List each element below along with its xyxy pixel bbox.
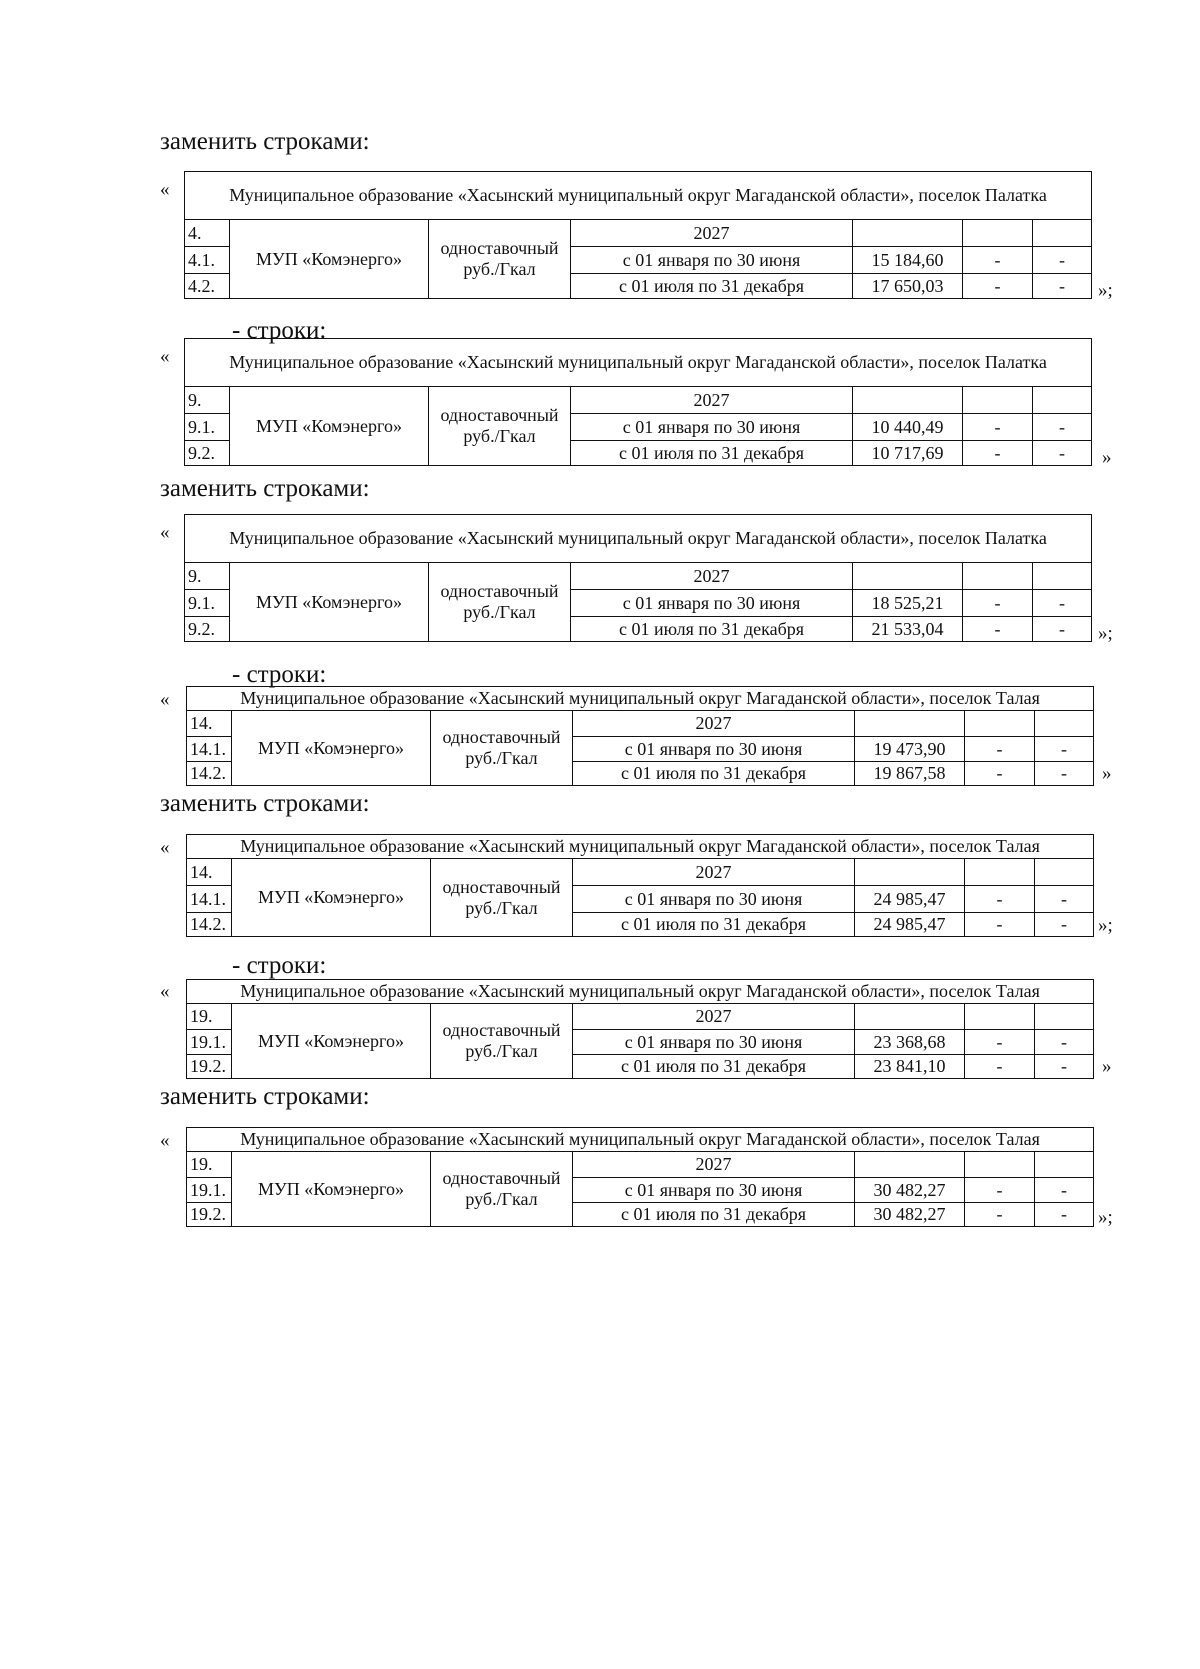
- dash-cell: -: [1033, 414, 1092, 441]
- quote-open: «: [160, 837, 170, 858]
- quote-close: »: [1102, 1056, 1112, 1077]
- period-cell: с 01 июля по 31 декабря: [571, 441, 853, 466]
- tariff-value: 23 841,10: [855, 1055, 965, 1079]
- period-cell: с 01 января по 30 июня: [571, 590, 853, 617]
- row-number: 14.1.: [187, 886, 232, 913]
- year-cell: 2027: [571, 220, 853, 247]
- tariff-value: 10 440,49: [853, 414, 963, 441]
- tariff-table: [186, 686, 1094, 786]
- period-cell: с 01 июля по 31 декабря: [573, 1055, 855, 1079]
- quote-close: »;: [1098, 623, 1113, 644]
- municipality-cell: Муниципальное образование «Хасынский муниципальный округ Магаданской области», поселок Палатка: [185, 515, 1092, 563]
- dash-cell: -: [965, 1203, 1035, 1227]
- period-cell: с 01 января по 30 июня: [571, 247, 853, 274]
- organization-cell: МУП «Комэнерго»: [232, 859, 431, 937]
- empty-cell: [1033, 563, 1092, 590]
- row-number: 4.: [185, 220, 230, 247]
- row-number: 19.1.: [187, 1030, 232, 1055]
- dash-cell: -: [1033, 274, 1092, 299]
- tariff-value: 30 482,27: [855, 1203, 965, 1227]
- tariff-table: [186, 834, 1094, 937]
- empty-cell: [855, 1152, 965, 1178]
- period-cell: с 01 июля по 31 декабря: [573, 762, 855, 786]
- year-cell: 2027: [573, 711, 855, 737]
- empty-cell: [1033, 387, 1092, 414]
- dash-cell: -: [1035, 1178, 1094, 1203]
- tariff-type-cell: одноставочный руб./Гкал: [429, 563, 571, 642]
- dash-cell: -: [1035, 1030, 1094, 1055]
- heading-replace-3: заменить строками:: [160, 790, 370, 817]
- dash-cell: -: [1035, 762, 1094, 786]
- dash-cell: -: [963, 441, 1033, 466]
- dash-cell: -: [963, 247, 1033, 274]
- period-cell: с 01 июля по 31 декабря: [573, 1203, 855, 1227]
- empty-cell: [965, 711, 1035, 737]
- organization-cell: МУП «Комэнерго»: [232, 1152, 431, 1227]
- tariff-value: 23 368,68: [855, 1030, 965, 1055]
- period-cell: с 01 января по 30 июня: [573, 1030, 855, 1055]
- tariff-type-cell: одноставочный руб./Гкал: [429, 220, 571, 299]
- tariff-table: [184, 514, 1092, 642]
- municipality-cell: Муниципальное образование «Хасынский муниципальный округ Магаданской области», поселок Палатка: [185, 172, 1092, 220]
- year-cell: 2027: [573, 1152, 855, 1178]
- tariff-type-cell: одноставочный руб./Гкал: [431, 859, 573, 937]
- quote-open: «: [160, 689, 170, 710]
- empty-cell: [965, 1152, 1035, 1178]
- tariff-table: [186, 1127, 1094, 1227]
- heading-replace-1: заменить строками:: [160, 128, 370, 155]
- year-cell: 2027: [573, 859, 855, 886]
- municipality-cell: Муниципальное образование «Хасынский муниципальный округ Магаданской области», поселок Талая: [187, 980, 1094, 1004]
- tariff-value: 19 473,90: [855, 737, 965, 762]
- empty-cell: [855, 711, 965, 737]
- empty-cell: [963, 220, 1033, 247]
- quote-close: »: [1102, 447, 1112, 468]
- period-cell: с 01 июля по 31 декабря: [573, 913, 855, 937]
- tariff-value: 17 650,03: [853, 274, 963, 299]
- row-number: 14.: [187, 859, 232, 886]
- row-number: 9.1.: [185, 590, 230, 617]
- row-number: 19.: [187, 1004, 232, 1030]
- dash-cell: -: [965, 737, 1035, 762]
- tariff-value: 19 867,58: [855, 762, 965, 786]
- quote-open: «: [160, 346, 170, 367]
- dash-cell: -: [963, 274, 1033, 299]
- empty-cell: [853, 563, 963, 590]
- row-number: 9.1.: [185, 414, 230, 441]
- organization-cell: МУП «Комэнерго»: [230, 563, 429, 642]
- empty-cell: [855, 859, 965, 886]
- municipality-cell: Муниципальное образование «Хасынский муниципальный округ Магаданской области», поселок Талая: [187, 1128, 1094, 1152]
- dash-cell: -: [965, 913, 1035, 937]
- tariff-table: [184, 338, 1092, 466]
- municipality-cell: Муниципальное образование «Хасынский муниципальный округ Магаданской области», поселок Талая: [187, 687, 1094, 711]
- heading-lines-2: - строки:: [232, 661, 327, 688]
- tariff-type-cell: одноставочный руб./Гкал: [429, 387, 571, 466]
- empty-cell: [1035, 1152, 1094, 1178]
- tariff-table: [184, 171, 1092, 299]
- quote-close: »;: [1098, 1207, 1113, 1228]
- year-cell: 2027: [571, 387, 853, 414]
- dash-cell: -: [965, 1055, 1035, 1079]
- row-number: 9.2.: [185, 617, 230, 642]
- organization-cell: МУП «Комэнерго»: [230, 220, 429, 299]
- municipality-cell: Муниципальное образование «Хасынский муниципальный округ Магаданской области», поселок Палатка: [185, 339, 1092, 387]
- quote-close: »;: [1098, 280, 1113, 301]
- empty-cell: [853, 220, 963, 247]
- quote-open: «: [160, 981, 170, 1002]
- dash-cell: -: [1035, 737, 1094, 762]
- municipality-cell: Муниципальное образование «Хасынский муниципальный округ Магаданской области», поселок Талая: [187, 835, 1094, 859]
- period-cell: с 01 июля по 31 декабря: [571, 617, 853, 642]
- empty-cell: [1035, 859, 1094, 886]
- quote-close: »: [1102, 763, 1112, 784]
- row-number: 19.2.: [187, 1203, 232, 1227]
- period-cell: с 01 января по 30 июня: [573, 886, 855, 913]
- empty-cell: [1033, 220, 1092, 247]
- empty-cell: [963, 387, 1033, 414]
- dash-cell: -: [1033, 247, 1092, 274]
- row-number: 19.1.: [187, 1178, 232, 1203]
- dash-cell: -: [1035, 913, 1094, 937]
- empty-cell: [855, 1004, 965, 1030]
- dash-cell: -: [963, 590, 1033, 617]
- row-number: 9.: [185, 387, 230, 414]
- organization-cell: МУП «Комэнерго»: [232, 711, 431, 786]
- tariff-type-cell: одноставочный руб./Гкал: [431, 1152, 573, 1227]
- row-number: 19.: [187, 1152, 232, 1178]
- row-number: 4.1.: [185, 247, 230, 274]
- tariff-type-cell: одноставочный руб./Гкал: [431, 711, 573, 786]
- empty-cell: [1035, 1004, 1094, 1030]
- dash-cell: -: [965, 762, 1035, 786]
- quote-open: «: [160, 522, 170, 543]
- dash-cell: -: [1035, 1055, 1094, 1079]
- tariff-value: 30 482,27: [855, 1178, 965, 1203]
- row-number: 14.1.: [187, 737, 232, 762]
- period-cell: с 01 июля по 31 декабря: [571, 274, 853, 299]
- dash-cell: -: [965, 1030, 1035, 1055]
- empty-cell: [965, 859, 1035, 886]
- dash-cell: -: [1035, 1203, 1094, 1227]
- organization-cell: МУП «Комэнерго»: [232, 1004, 431, 1079]
- row-number: 9.: [185, 563, 230, 590]
- period-cell: с 01 января по 30 июня: [571, 414, 853, 441]
- heading-replace-2: заменить строками:: [160, 475, 370, 502]
- tariff-value: 21 533,04: [853, 617, 963, 642]
- quote-open: «: [160, 1130, 170, 1151]
- row-number: 4.2.: [185, 274, 230, 299]
- dash-cell: -: [1033, 441, 1092, 466]
- heading-replace-4: заменить строками:: [160, 1083, 370, 1110]
- dash-cell: -: [965, 886, 1035, 913]
- period-cell: с 01 января по 30 июня: [573, 1178, 855, 1203]
- quote-open: «: [160, 179, 170, 200]
- tariff-value: 24 985,47: [855, 913, 965, 937]
- tariff-table: [186, 979, 1094, 1079]
- row-number: 9.2.: [185, 441, 230, 466]
- dash-cell: -: [1033, 590, 1092, 617]
- tariff-type-cell: одноставочный руб./Гкал: [431, 1004, 573, 1079]
- row-number: 19.2.: [187, 1055, 232, 1079]
- row-number: 14.2.: [187, 913, 232, 937]
- year-cell: 2027: [573, 1004, 855, 1030]
- tariff-value: 10 717,69: [853, 441, 963, 466]
- tariff-value: 18 525,21: [853, 590, 963, 617]
- organization-cell: МУП «Комэнерго»: [230, 387, 429, 466]
- dash-cell: -: [1035, 886, 1094, 913]
- year-cell: 2027: [571, 563, 853, 590]
- heading-lines-3: - строки:: [232, 952, 327, 979]
- quote-close: »;: [1098, 915, 1113, 936]
- tariff-value: 24 985,47: [855, 886, 965, 913]
- row-number: 14.: [187, 711, 232, 737]
- dash-cell: -: [965, 1178, 1035, 1203]
- heading-lines-1: - строки:: [232, 317, 327, 344]
- empty-cell: [1035, 711, 1094, 737]
- dash-cell: -: [963, 617, 1033, 642]
- dash-cell: -: [963, 414, 1033, 441]
- row-number: 14.2.: [187, 762, 232, 786]
- period-cell: с 01 января по 30 июня: [573, 737, 855, 762]
- empty-cell: [965, 1004, 1035, 1030]
- empty-cell: [963, 563, 1033, 590]
- tariff-value: 15 184,60: [853, 247, 963, 274]
- dash-cell: -: [1033, 617, 1092, 642]
- empty-cell: [853, 387, 963, 414]
